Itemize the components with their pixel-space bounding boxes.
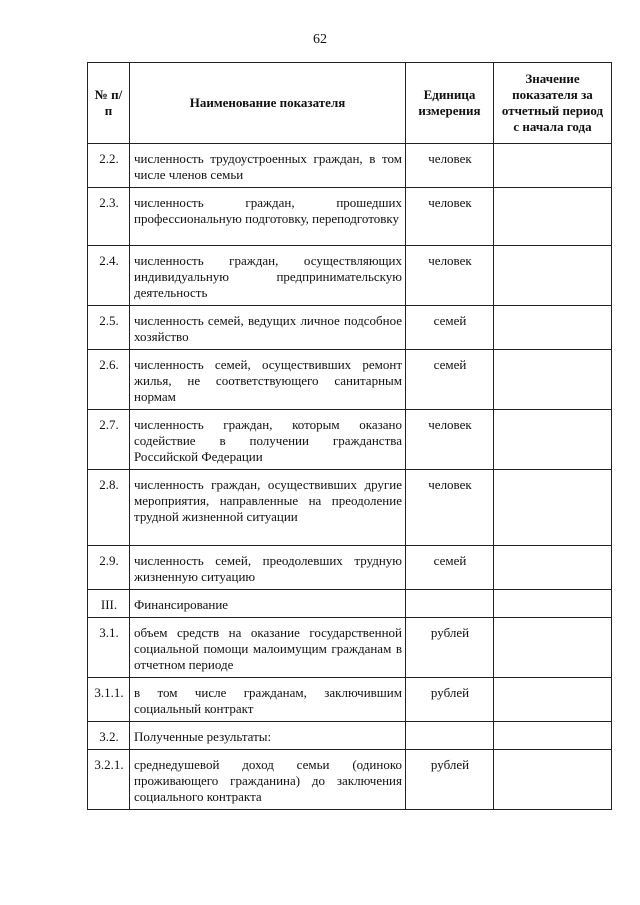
indicator-value — [494, 678, 612, 722]
unit-of-measure: семей — [406, 306, 494, 350]
unit-of-measure: семей — [406, 546, 494, 590]
table-row — [88, 750, 612, 810]
indicator-value — [494, 306, 612, 350]
unit-of-measure: человек — [406, 188, 494, 246]
indicator-name: численность граждан, осуществляющих индивидуальную предпринимательскую деятельность — [130, 246, 406, 306]
unit-of-measure: семей — [406, 350, 494, 410]
header-value: Значение показателя за отчетный период с начала года — [494, 63, 612, 144]
indicator-name: численность семей, ведущих личное подсобное хозяйство — [130, 306, 406, 350]
unit-of-measure: человек — [406, 246, 494, 306]
indicator-value — [494, 750, 612, 810]
indicator-value — [494, 144, 612, 188]
row-number: 3.1.1. — [88, 678, 130, 722]
unit-of-measure: рублей — [406, 618, 494, 678]
table-row — [88, 188, 612, 246]
unit-of-measure: человек — [406, 410, 494, 470]
indicator-name: численность граждан, прошедших профессиональную подготовку, переподготовку — [130, 188, 406, 246]
unit-of-measure — [406, 590, 494, 618]
table-row — [88, 350, 612, 410]
indicator-value — [494, 410, 612, 470]
indicator-name: в том числе гражданам, заключившим социальный контракт — [130, 678, 406, 722]
indicator-value — [494, 722, 612, 750]
header-num: № п/п — [88, 63, 130, 144]
indicator-name: Полученные результаты: — [130, 722, 406, 750]
table-row — [88, 410, 612, 470]
unit-of-measure: человек — [406, 144, 494, 188]
indicator-name: численность граждан, которым оказано содействие в получении гражданства Российской Федерации — [130, 410, 406, 470]
table-header-row — [88, 63, 612, 144]
row-number: 3.1. — [88, 618, 130, 678]
indicator-value — [494, 546, 612, 590]
row-number: 2.3. — [88, 188, 130, 246]
indicator-name: среднедушевой доход семьи (одиноко проживающего гражданина) до заключения социального контракта — [130, 750, 406, 810]
table-row — [88, 306, 612, 350]
indicator-value — [494, 246, 612, 306]
indicator-value — [494, 188, 612, 246]
indicator-name: численность граждан, осуществивших другие мероприятия, направленные на преодоление трудной жизненной ситуации — [130, 470, 406, 546]
indicator-value — [494, 470, 612, 546]
table-row — [88, 678, 612, 722]
table-row — [88, 144, 612, 188]
table-row — [88, 618, 612, 678]
row-number: III. — [88, 590, 130, 618]
unit-of-measure: человек — [406, 470, 494, 546]
row-number: 3.2.1. — [88, 750, 130, 810]
unit-of-measure — [406, 722, 494, 750]
table-row — [88, 546, 612, 590]
row-number: 2.2. — [88, 144, 130, 188]
indicator-name: численность семей, осуществивших ремонт жилья, не соответствующего санитарным нормам — [130, 350, 406, 410]
row-number: 3.2. — [88, 722, 130, 750]
row-number: 2.6. — [88, 350, 130, 410]
table-row — [88, 722, 612, 750]
table-row — [88, 590, 612, 618]
table-row — [88, 470, 612, 546]
page-number: 62 — [313, 32, 327, 47]
row-number: 2.7. — [88, 410, 130, 470]
table-body — [88, 144, 612, 810]
indicator-name: численность семей, преодолевших трудную жизненную ситуацию — [130, 546, 406, 590]
unit-of-measure: рублей — [406, 678, 494, 722]
indicator-name: численность трудоустроенных граждан, в том числе членов семьи — [130, 144, 406, 188]
indicator-value — [494, 618, 612, 678]
row-number: 2.5. — [88, 306, 130, 350]
header-unit: Единица измерения — [406, 63, 494, 144]
indicator-value — [494, 350, 612, 410]
row-number: 2.9. — [88, 546, 130, 590]
row-number: 2.4. — [88, 246, 130, 306]
unit-of-measure: рублей — [406, 750, 494, 810]
indicator-name: Финансирование — [130, 590, 406, 618]
indicators-table — [87, 62, 612, 810]
row-number: 2.8. — [88, 470, 130, 546]
table-row — [88, 246, 612, 306]
indicator-name: объем средств на оказание государственной социальной помощи малоимущим гражданам в отчетном периоде — [130, 618, 406, 678]
header-name: Наименование показателя — [130, 63, 406, 144]
indicator-value — [494, 590, 612, 618]
